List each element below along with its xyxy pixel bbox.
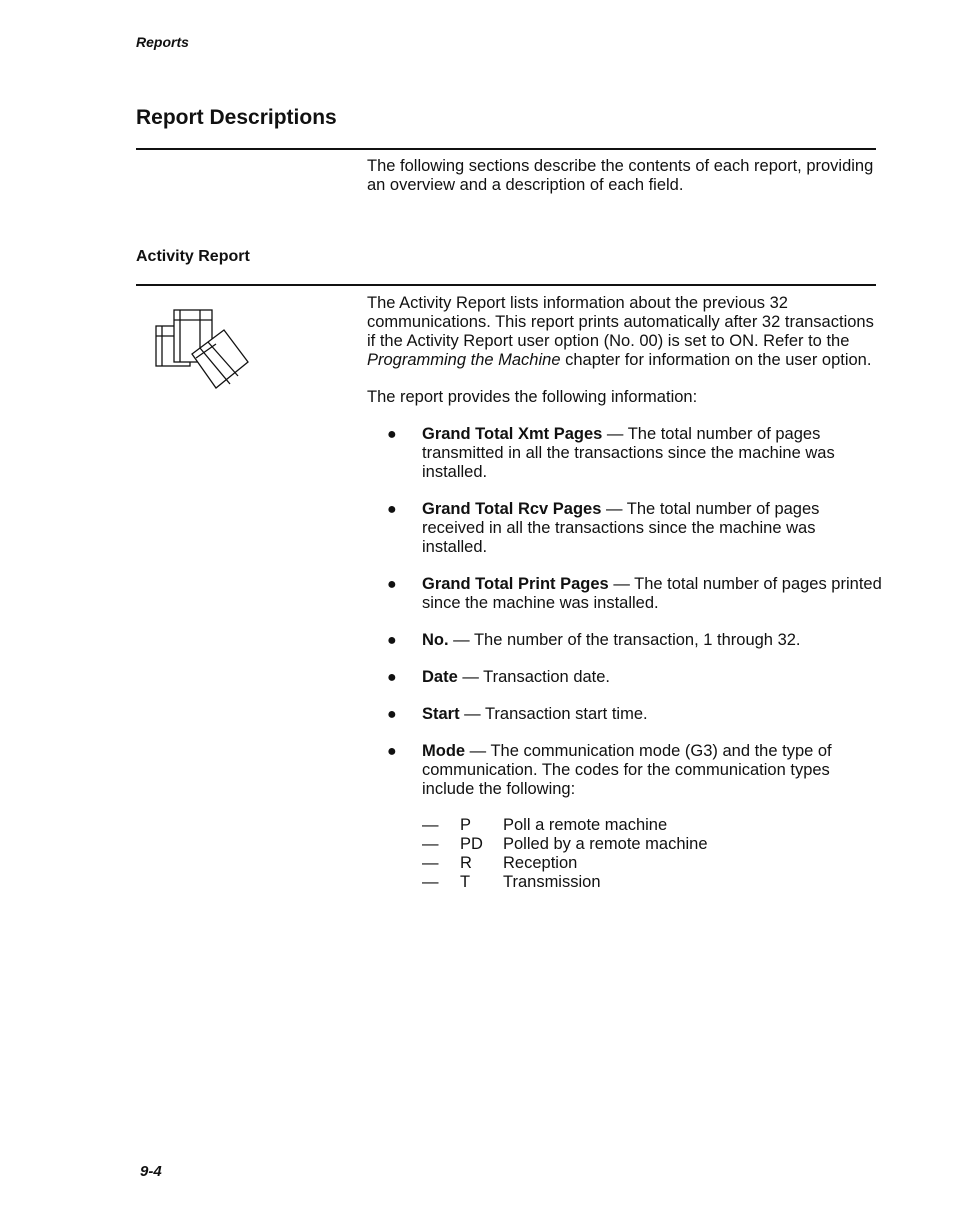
activity-paragraph-1: The Activity Report lists information about the previous 32 communications. This report prints automatically after 32 transactions if the Activity Report user option (No. 00) is set to ON. Refer to the Programming the Machine chapter for information on the user option. [367,294,874,369]
list-item: ● Grand Total Rcv Pages — The total number of pages received in all the transactions since the machine was installed. [387,500,820,556]
list-item: ● Date — Transaction date. [387,668,611,686]
list-item: ● Grand Total Xmt Pages — The total number of pages transmitted in all the transactions since the machine was installed. [387,425,835,481]
bullet-icon: ● [387,576,397,593]
bullet-icon: ● [387,426,397,443]
activity-paragraph-2: The report provides the following information: [367,388,698,406]
bullet-icon: ● [387,743,397,760]
page-number: 9-4 [140,1163,162,1180]
stacked-documents-icon [150,300,250,392]
mode-code-list [422,816,882,892]
activity-body [367,294,882,892]
section-title: Report Descriptions [136,106,337,129]
code-row: — T Transmission [422,873,601,891]
running-head: Reports [136,34,189,50]
code-row: — R Reception [422,854,578,872]
list-item: ● Mode — The communication mode (G3) and the type of communication. The codes for the communication types include the following: [387,742,832,798]
list-item: ● No. — The number of the transaction, 1 through 32. [387,631,801,649]
field-list [367,425,882,799]
subsection-rule [136,284,876,286]
subsection-title: Activity Report [136,248,250,265]
bullet-icon: ● [387,501,397,518]
bullet-icon: ● [387,632,397,649]
section-rule [136,148,876,150]
list-item: ● Grand Total Print Pages — The total number of pages printed since the machine was installed. [387,575,882,612]
code-row: — PD Polled by a remote machine [422,835,708,853]
list-item: ● Start — Transaction start time. [387,705,648,723]
bullet-icon: ● [387,706,397,723]
bullet-icon: ● [387,669,397,686]
code-row: — P Poll a remote machine [422,816,668,834]
section-intro: The following sections describe the contents of each report, providing an overview and a description of each field. [367,157,874,194]
